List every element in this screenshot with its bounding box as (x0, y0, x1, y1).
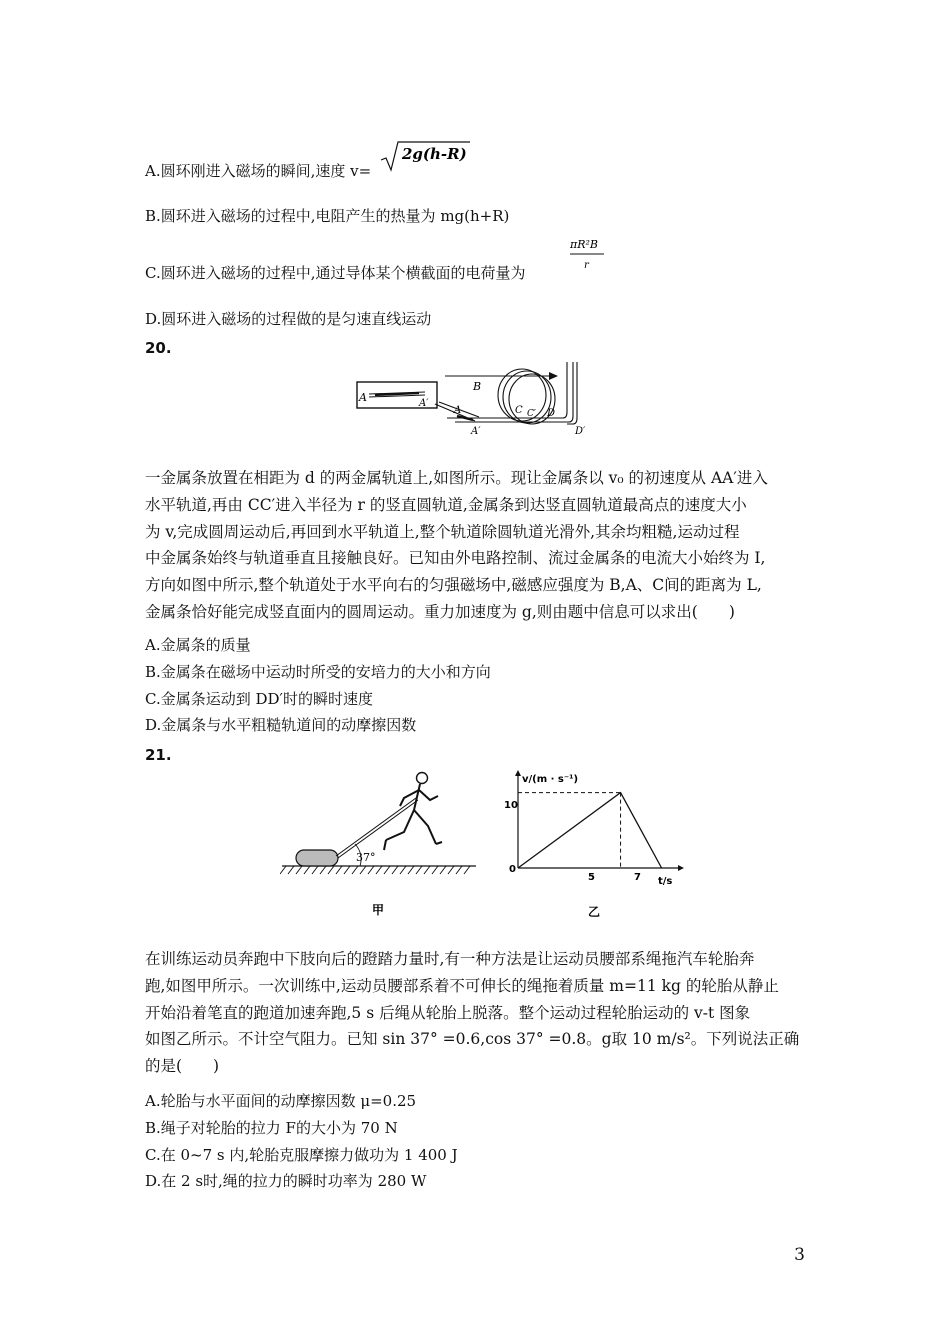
q21-options (145, 1088, 810, 1195)
q20-track-figure (355, 358, 595, 440)
q20-label-aprime: A′ (471, 426, 481, 437)
q21-graph-ylabel: v/(m · s⁻¹) (522, 774, 579, 785)
q21-stem-line: 开始沿着笔直的跑道加速奔跑,5 s 后绳从轮胎上脱落。整个运动过程轮胎运动的 v-t 图象 (145, 1003, 751, 1022)
q19-option-c (145, 262, 525, 283)
q20-stem-line: 中金属条始终与轨道垂直且接触良好。已知由外电路控制、流过金属条的电流大小始终为 I, (145, 549, 766, 568)
q20-label-dprime: D′ (575, 426, 586, 437)
q20-number: 20. (145, 339, 172, 357)
q19-option-a-text: A.圆环刚进入磁场的瞬间,速度 v= (145, 162, 372, 180)
y-tick-label-10: 10 (504, 800, 518, 811)
q20-label-c: C (515, 405, 523, 416)
q20-label-a-box: A (359, 391, 367, 404)
q19-fraction-denominator: r (584, 260, 589, 271)
q20-stem-line: 方向如图中所示,整个轨道处于水平向右的匀强磁场中,磁感应强度为 B,A、C间的距离为 L, (145, 576, 762, 595)
q20-stem-line: 为 v,完成圆周运动后,再回到水平轨道上,整个轨道除圆轨道光滑外,其余均粗糙,运动过程 (145, 522, 740, 541)
runner (384, 773, 442, 851)
q21-number: 21. (145, 746, 172, 764)
q20-option-b: B.金属条在磁场中运动时所受的安培力的大小和方向 (145, 662, 491, 681)
q21-stem-line: 跑,如图甲所示。一次训练中,运动员腰部系着不可伸长的绳拖着质量 m=11 kg 的轮胎从静止 (145, 976, 779, 995)
q20-stem (145, 465, 810, 626)
q20-label-cprime: C′ (527, 409, 536, 419)
q19-option-a-formula (378, 138, 478, 174)
q21-stem (145, 946, 810, 1080)
q20-stem-line: 金属条恰好能完成竖直面内的圆周运动。重力加速度为 g,则由题中信息可以求出( ) (145, 602, 735, 621)
q21-angle-label: 37° (356, 851, 376, 864)
q20-option-a: A.金属条的质量 (145, 636, 251, 654)
page-number: 3 (794, 1245, 805, 1265)
q21-figure-jia (280, 770, 480, 920)
q19-fraction-numerator: πR²B (570, 238, 599, 251)
rope (336, 798, 416, 856)
q20-stem-line: 一金属条放置在相距为 d 的两金属轨道上,如图所示。现让金属条以 v₀ 的初速度从 AA′进入 (145, 469, 768, 487)
x-tick-label-7: 7 (634, 872, 641, 883)
q20-option-c: C.金属条运动到 DD′时的瞬时速度 (145, 689, 373, 708)
ground-hatching (280, 866, 470, 874)
origin-label: 0 (509, 864, 516, 875)
q20-option-d: D.金属条与水平粗糙轨道间的动摩擦因数 (145, 716, 417, 735)
q19-option-d: D.圆环进入磁场的过程做的是匀速直线运动 (145, 310, 432, 328)
q21-caption-yi: 乙 (588, 905, 601, 919)
q19-option-c-text: C.圆环进入磁场的过程中,通过导体某个横截面的电荷量为 (145, 264, 526, 282)
q21-graph-xlabel: t/s (658, 876, 673, 887)
tire (296, 850, 338, 866)
q21-option-a: A.轮胎与水平面间的动摩擦因数 μ=0.25 (145, 1092, 417, 1110)
q19-formula-text: 2g(h-R) (402, 145, 467, 163)
q21-figure-yi (500, 768, 690, 920)
x-tick-label-5: 5 (588, 872, 595, 883)
q21-option-d: D.在 2 s时,绳的拉力的瞬时功率为 280 W (145, 1172, 427, 1191)
q19-option-a (145, 160, 371, 181)
q20-options (145, 632, 810, 739)
q21-stem-line: 的是( ) (145, 1057, 220, 1076)
q20-label-a: A (454, 405, 462, 416)
vt-series-line (518, 793, 662, 868)
q19-option-c-fraction (568, 232, 608, 278)
q20-label-b: B (473, 380, 482, 393)
q21-stem-line: 如图乙所示。不计空气阻力。已知 sin 37° =0.6,cos 37° =0.8。g取 10 m/s²。下列说法正确 (145, 1030, 800, 1049)
q21-stem-line: 在训练运动员奔跑中下肢向后的蹬踏力量时,有一种方法是让运动员腰部系绳拖汽车轮胎奔 (145, 950, 755, 968)
q20-stem-line: 水平轨道,再由 CC′进入半径为 r 的竖直圆轨道,金属条到达竖直圆轨道最高点的速度大小 (145, 495, 747, 514)
q20-label-d: D (547, 408, 556, 419)
q21-caption-jia: 甲 (372, 903, 385, 917)
q21-option-c: C.在 0~7 s 内,轮胎克服摩擦力做功为 1 400 J (145, 1145, 458, 1164)
q21-option-b: B.绳子对轮胎的拉力 F的大小为 70 N (145, 1118, 398, 1137)
q20-label-aprime-box: A′ (419, 398, 429, 409)
q19-option-b: B.圆环进入磁场的过程中,电阻产生的热量为 mg(h+R) (145, 207, 510, 225)
